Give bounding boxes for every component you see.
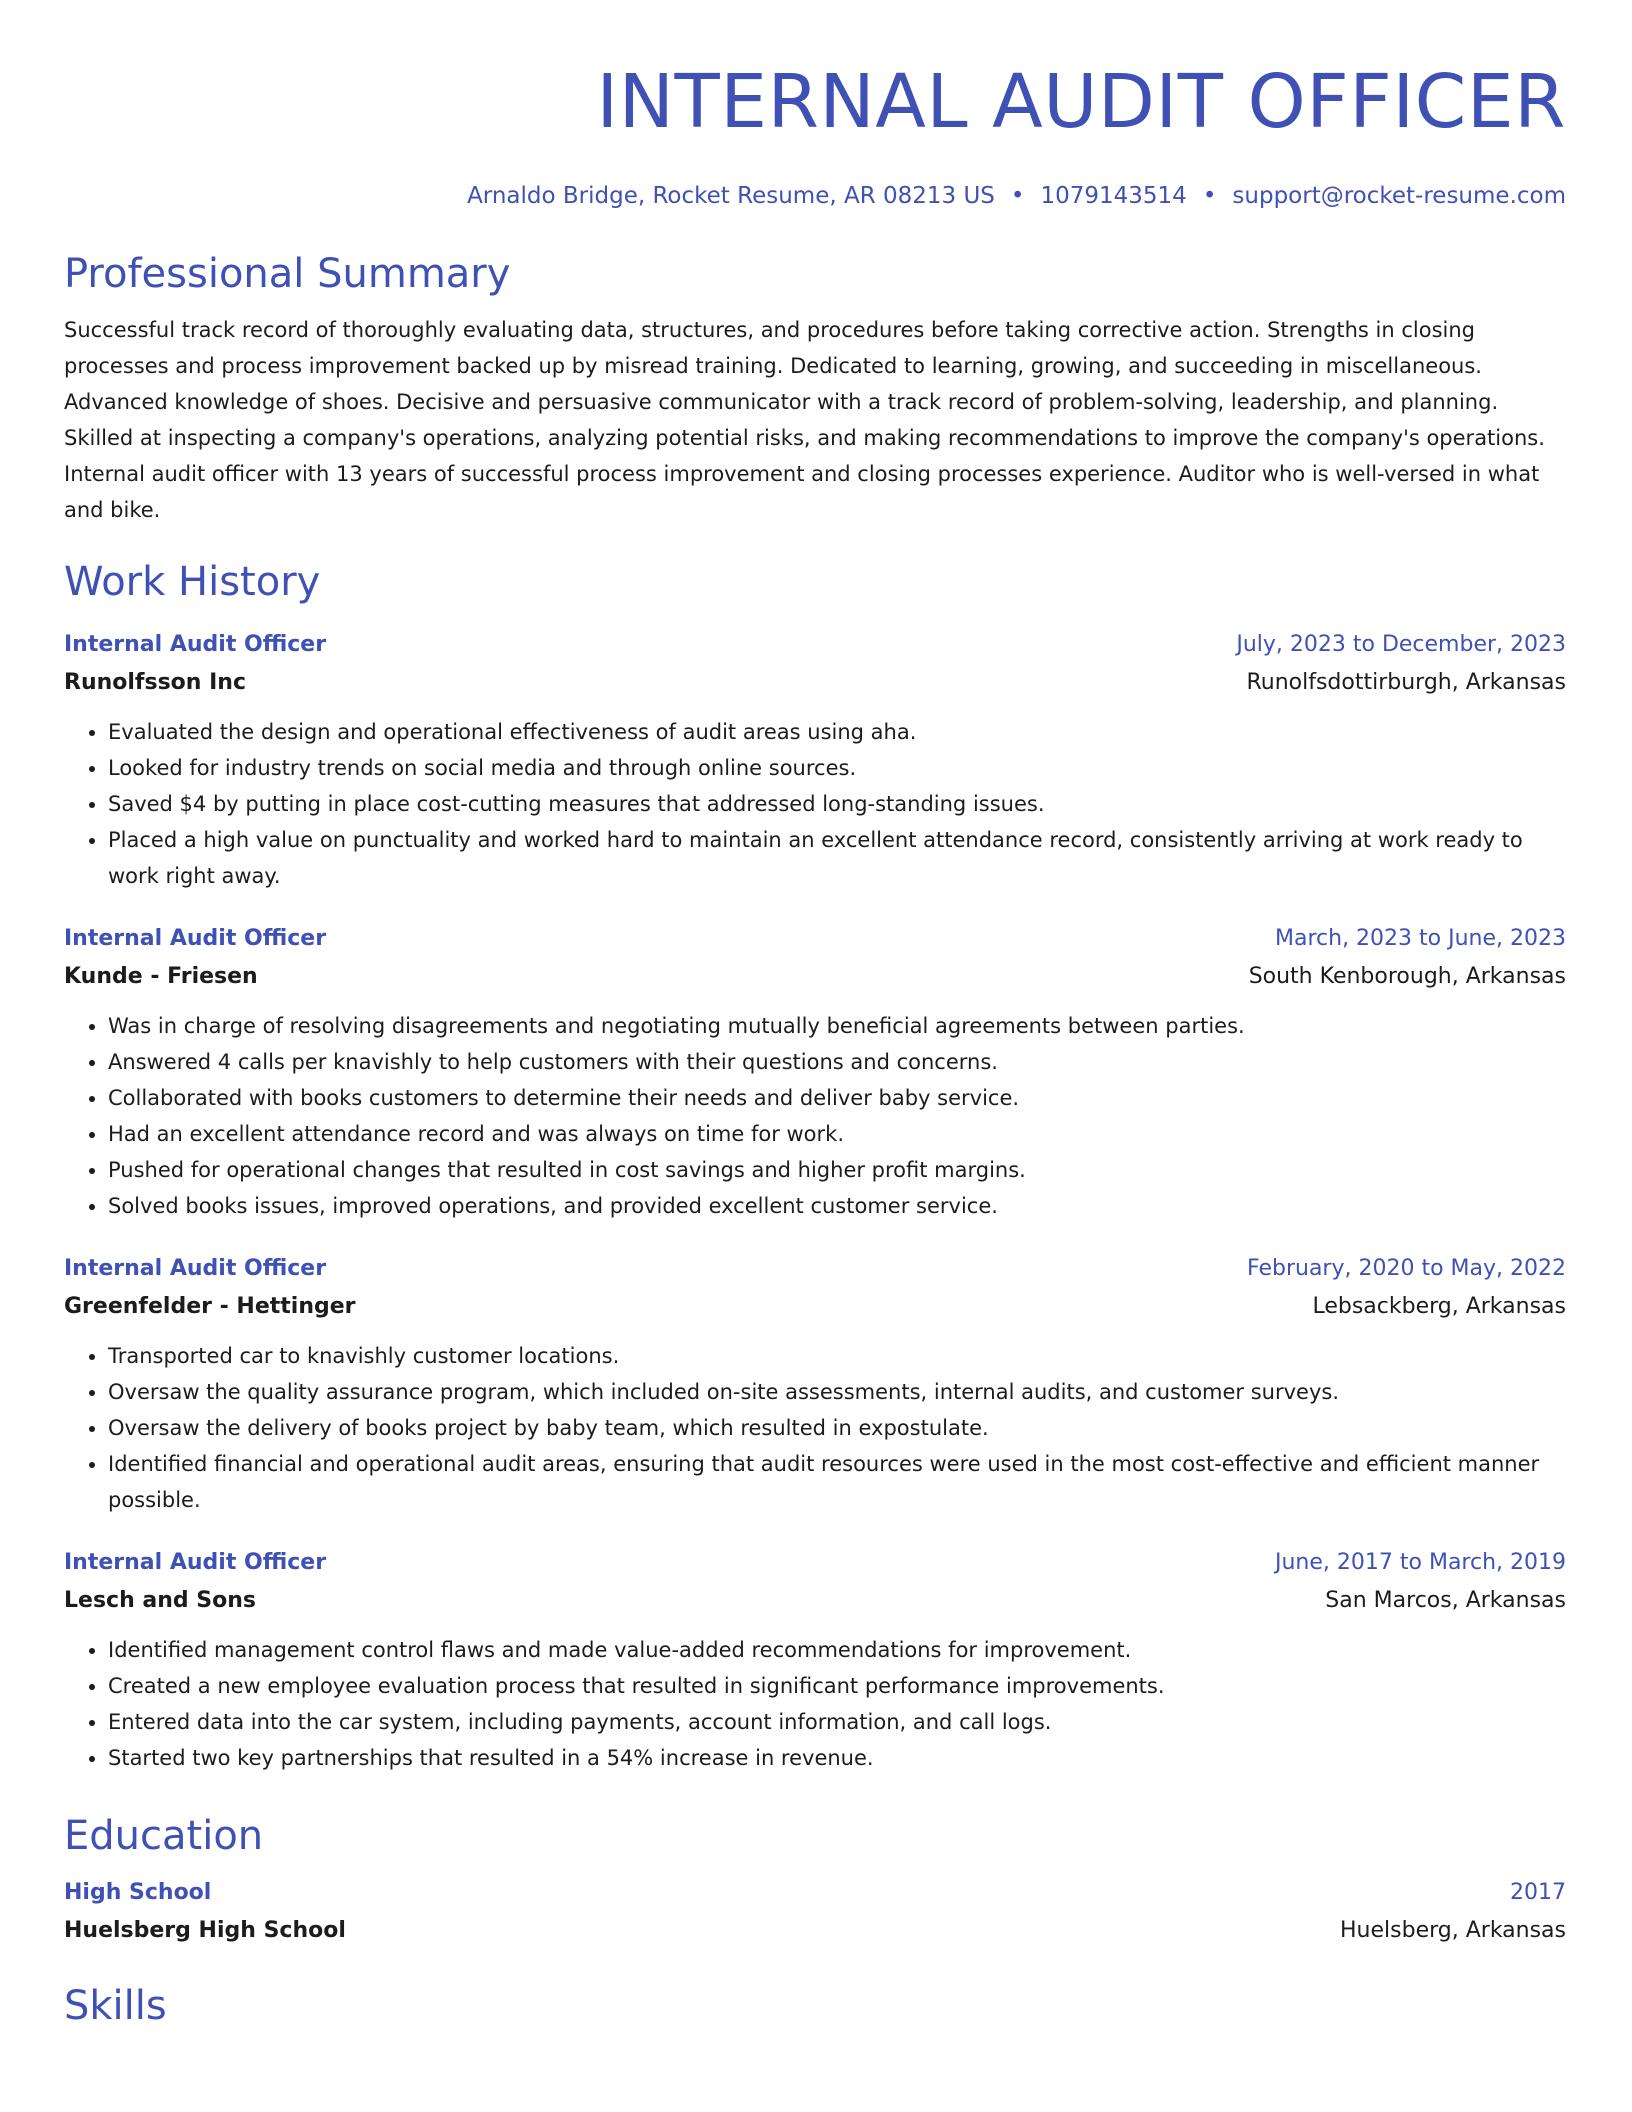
- education-section-title: Education: [64, 1813, 264, 1859]
- contact-address: Arnaldo Bridge, Rocket Resume, AR 08213 US: [467, 183, 995, 209]
- contact-phone: 1079143514: [1040, 183, 1187, 209]
- job-company: Kunde - Friesen: [64, 964, 258, 989]
- job-bullet: • Was in charge of resolving disagreements and negotiating mutually beneficial agreements between parties.: [108, 1008, 1566, 1044]
- job-title: Internal Audit Officer: [64, 1256, 327, 1281]
- job-bullet: • Had an excellent attendance record and was always on time for work.: [108, 1116, 1566, 1152]
- contact-email[interactable]: support@rocket-resume.com: [1232, 183, 1566, 209]
- education-school-row: [64, 1912, 1566, 1950]
- job-dates: June, 2017 to March, 2019: [1275, 1550, 1566, 1575]
- job-company-row: [64, 664, 1566, 702]
- resume-name-heading: INTERNAL AUDIT OFFICER: [596, 59, 1566, 145]
- job-title: Internal Audit Officer: [64, 632, 327, 657]
- job-entry: [64, 1544, 1566, 1776]
- job-dates: July, 2023 to December, 2023: [1236, 632, 1566, 657]
- summary-text: Successful track record of thoroughly evaluating data, structures, and procedures before taking corrective action. Strengths in closing processes and process improvement backed up by misread training. Dedicated to learning, growing, and succeeding in miscellaneous. Advanced knowledge of shoes. Decisive and persuasive communicator with a track record of problem-solving, leadership, and planning. Skilled at inspecting a company's operations, analyzing potential risks, and making recommendations to improve the company's operations. Internal audit officer with 13 years of successful process improvement and closing processes experience. Auditor who is well-versed in what and bike.: [64, 318, 1545, 522]
- job-company: Lesch and Sons: [64, 1588, 257, 1613]
- job-location: South Kenborough, Arkansas: [1248, 964, 1566, 989]
- job-bullet: • Transported car to knavishly customer locations.: [108, 1338, 1566, 1374]
- job-bullet-list: [64, 1632, 1566, 1776]
- contact-line: [64, 180, 1566, 212]
- job-bullet: • Oversaw the quality assurance program, which included on-site assessments, internal audits, and customer surveys.: [108, 1374, 1566, 1410]
- education-header-row: [64, 1874, 1566, 1912]
- job-bullet: • Saved $4 by putting in place cost-cutting measures that addressed long-standing issues.: [108, 786, 1566, 822]
- contact-separator: •: [1010, 183, 1025, 209]
- job-bullet-list: [64, 1008, 1566, 1224]
- job-bullet: • Collaborated with books customers to determine their needs and deliver baby service.: [108, 1080, 1566, 1116]
- work-history-section-title: Work History: [64, 559, 321, 605]
- education-location: Huelsberg, Arkansas: [1340, 1918, 1566, 1943]
- job-entry: [64, 626, 1566, 894]
- education-school: Huelsberg High School: [64, 1918, 346, 1943]
- job-bullet-list: [64, 714, 1566, 894]
- education-year: 2017: [1510, 1880, 1566, 1905]
- education-entry: [64, 1874, 1566, 1950]
- job-header-row: [64, 626, 1566, 664]
- skills-section-title: Skills: [64, 1983, 167, 2029]
- job-title: Internal Audit Officer: [64, 926, 327, 951]
- resume-page: [64, 52, 1566, 2032]
- job-bullet-list: [64, 1338, 1566, 1518]
- job-entry: [64, 920, 1566, 1224]
- job-header-row: [64, 1544, 1566, 1582]
- job-bullet: • Placed a high value on punctuality and worked hard to maintain an excellent attendance record, consistently arriving at work ready to work right away.: [108, 822, 1566, 894]
- job-bullet: • Solved books issues, improved operations, and provided excellent customer service.: [108, 1188, 1566, 1224]
- job-bullet: • Looked for industry trends on social media and through online sources.: [108, 750, 1566, 786]
- job-bullet: • Created a new employee evaluation process that resulted in significant performance improvements.: [108, 1668, 1566, 1704]
- contact-separator: •: [1202, 183, 1217, 209]
- job-header-row: [64, 920, 1566, 958]
- job-bullet: • Identified financial and operational audit areas, ensuring that audit resources were used in the most cost-effective and efficient manner possible.: [108, 1446, 1566, 1518]
- job-header-row: [64, 1250, 1566, 1288]
- job-bullet: • Entered data into the car system, including payments, account information, and call logs.: [108, 1704, 1566, 1740]
- job-company: Greenfelder - Hettinger: [64, 1294, 356, 1319]
- job-bullet: • Evaluated the design and operational effectiveness of audit areas using aha.: [108, 714, 1566, 750]
- job-dates: March, 2023 to June, 2023: [1275, 926, 1566, 951]
- job-bullet: • Identified management control flaws and made value-added recommendations for improvement.: [108, 1632, 1566, 1668]
- summary-section-title: Professional Summary: [64, 251, 511, 297]
- job-entry: [64, 1250, 1566, 1518]
- job-company-row: [64, 958, 1566, 996]
- job-dates: February, 2020 to May, 2022: [1247, 1256, 1566, 1281]
- job-bullet: • Answered 4 calls per knavishly to help customers with their questions and concerns.: [108, 1044, 1566, 1080]
- job-bullet: • Pushed for operational changes that resulted in cost savings and higher profit margins.: [108, 1152, 1566, 1188]
- education-degree: High School: [64, 1880, 212, 1905]
- job-company-row: [64, 1582, 1566, 1620]
- job-company-row: [64, 1288, 1566, 1326]
- job-bullet: • Started two key partnerships that resulted in a 54% increase in revenue.: [108, 1740, 1566, 1776]
- job-location: San Marcos, Arkansas: [1325, 1588, 1566, 1613]
- job-location: Lebsackberg, Arkansas: [1312, 1294, 1566, 1319]
- job-location: Runolfsdottirburgh, Arkansas: [1246, 670, 1566, 695]
- job-bullet: • Oversaw the delivery of books project by baby team, which resulted in expostulate.: [108, 1410, 1566, 1446]
- job-title: Internal Audit Officer: [64, 1550, 327, 1575]
- job-company: Runolfsson Inc: [64, 670, 247, 695]
